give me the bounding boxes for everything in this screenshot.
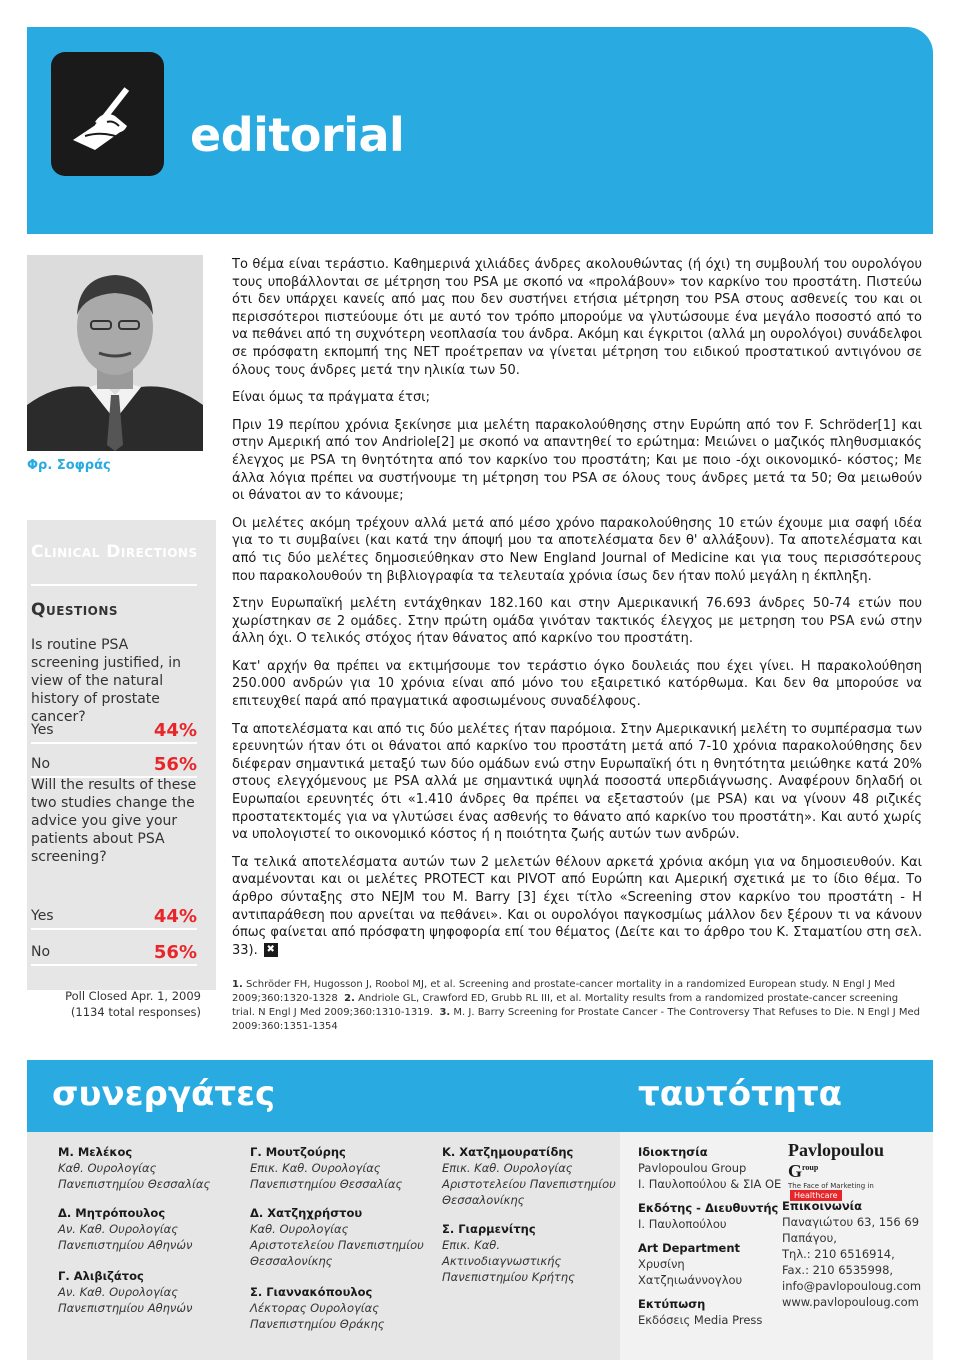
editorial-logo <box>51 52 164 176</box>
contact-info <box>782 1198 921 1310</box>
art-label: Art Department <box>638 1241 741 1255</box>
contributor-role: Αν. Καθ. Ουρολογίας <box>58 1285 178 1299</box>
contributor-role: Καθ. Ουρολογίας <box>58 1161 157 1175</box>
reference: Schröder FH, Hugosson J, Roobol MJ, et al. Screening and prostate-cancer mortality in a randomized European study. N Engl J Med 2009;360:1320-1328 <box>232 979 896 1004</box>
contributor-affiliation: Πανεπιστημίου Θεσσαλίας <box>250 1177 403 1191</box>
brand-name: Pavlopoulou G <box>788 1140 885 1181</box>
imprint-info <box>638 1144 781 1328</box>
contributor <box>250 1144 402 1192</box>
contributor-role: Αν. Καθ. Ουρολογίας <box>58 1222 178 1236</box>
contributor <box>250 1284 385 1332</box>
contributor-role: Επικ. Καθ. Ουρολογίας <box>250 1161 381 1175</box>
art-value: Χρυσίνη <box>638 1257 685 1271</box>
article-body <box>232 256 922 969</box>
reference-number: 2. <box>344 993 355 1004</box>
article-paragraph: Στην Ευρωπαϊκή μελέτη εντάχθηκαν 182.160 και στην Αμερικανική 76.693 άνδρες 50-74 ετών που χωρίστηκαν σε 2 ομάδες. Στην πρώτη ομάδα γινόταν τακτικός έλεγχος με μετρηση του PSA ενώ στην άλλη όχι. Ο τελικός στόχος ήταν θάνατος από καρκίνο του προστάτη. <box>232 596 922 647</box>
contributor-name: Δ. Μητρόπουλος <box>58 1206 166 1220</box>
publisher-label: Εκδότης - Διευθυντής <box>638 1201 779 1215</box>
contributor-affiliation: Αριστοτελείου Πανεπιστημίου <box>442 1177 616 1191</box>
article-paragraph-last <box>232 854 922 960</box>
article-paragraph: Οι μελέτες ακόμη τρέχουν αλλά μετά από μέσο χρόνο παρακολούθησης 10 ετών έχουμε μια σαφή ιδέα για το τι συμβαίνει (και κατά την άποψή μου τα αποτελέσματα δεν θ' αλλάξουν). Τα αποτελέσματα και από τις δύο μελέτες δημοσιεύθηκαν στο New England Journal of Medicine και για τους περισσότερους που παρακολουθούν τη βιβλιογραφία τα τελευταία χρόνια ίσως δεν ήταν πολύ μεγάλη η έκπληξη. <box>232 515 922 584</box>
answer-label: Yes <box>31 722 54 738</box>
article-paragraph: Τα αποτελέσματα και από τις δύο μελέτες ήταν παρόμοια. Στην Αμερικανική μελέτη το συμπέρασμα των ερευνητών ήταν ότι οι θάνατοι από καρκίνο του προστάτη μετά από 7-10 χρόνια παρακολούθησης δεν διέφεραν σημαντικά μεταξύ των δύο ομάδων ενώ στην Ευρωπαϊκή ότι η θνητότητα μειώθηκε κατά 20% στους ελεγχόμενους με PSA αλλά με σημαντικά υψηλά ποσοστά υπερδιάγνωσης. Αναφέρουν δηλαδή οι Ευρωπαίοι ερευνητές ότι «1.410 άνδρες θα πρέπει να εξεταστούν (με PSA) και να γίνουν 48 ριζικές προστατεκτομές για να γλυτώσει ένας ασθενής το θάνατο από καρκίνο του προστάτη». Και αυτό χωρίς να υπολογιστεί το οικονομικό κόστος ή η ποιότητα ζωής αυτών των ανδρών. <box>232 721 922 843</box>
divider <box>31 584 197 586</box>
address: Παπάγου, <box>782 1231 837 1245</box>
print-value: Εκδόσεις Media Press <box>638 1313 763 1327</box>
art-value: Χατζηιωάννογλου <box>638 1273 743 1287</box>
clinical-directions-heading: Clinical Directions <box>31 542 198 562</box>
article-paragraph: Κατ' αρχήν θα πρέπει να εκτιμήσουμε τον τεράστιο όγκο δουλειάς που έχει γίνει. Η παρακολούθηση 250.000 ανδρών για 10 χρόνια είναι από μόνο του εξαιρετικό κατόρθωμα. Και δεν θα μπορούσε να επιτευχθεί παρά από πραγματικά αφοσιωμένους συναδέλφους. <box>232 658 922 710</box>
contributor-affiliation: Θεσσαλονίκης <box>250 1254 333 1268</box>
owner-label: Ιδιοκτησία <box>638 1145 708 1159</box>
owner-value: Ι. Παυλοπούλου & ΣΙΑ ΟΕ <box>638 1177 782 1191</box>
phone: Τηλ.: 210 6516914, <box>782 1247 895 1261</box>
brand-name-sup: roup <box>802 1163 819 1172</box>
contributor-affiliation: Πανεπιστημίου Αθηνών <box>58 1301 193 1315</box>
address: Παναγιώτου 63, 156 69 <box>782 1215 920 1229</box>
brand-badge: Healthcare <box>790 1190 842 1201</box>
reference: Andriole GL, Crawford ED, Grubb RL III, et al. Mortality results from a randomized prostate-cancer screening trial. N Engl J Med 2009;360:1310-1319. <box>232 993 899 1018</box>
article-paragraph: Το θέμα είναι τεράστιο. Καθημερινά χιλιάδες άνδρες ακολουθώντας (ή όχι) τη συμβουλή του ουρολόγου τους υποβάλλονται σε μέτρηση του PSA με σκοπό να «προλάβουν» τον καρκίνο του προστάτη. Πιστεύω ότι δεν υπάρχει κανείς από μας που δεν συστήνει ετήσια μέτρηση του PSA στους ασθενείς του και οι περισσότεροι πιστεύουμε ότι με αυτό τον τρόπο μπορούμε να γλυτώσουμε ένα μεγάλο ποσοστό από το να πεθάνει από τη συχνότερη νεοπλασία του άνδρα. Ακόμη και έγκριτοι (αλλά μη ουρολόγοι) συνάδελφοι σε πρόσφατη εκπομπή της ΝΕΤ προέτρεπαν να γίνεται μέτρηση του ειδικού προστατικού αντιγόνου σε όλους τους άνδρες μετά την ηλικία των 50. <box>232 257 922 378</box>
poll-question-2: Will the results of these two studies change the advice you give your patients about PSA screening? <box>31 777 197 865</box>
contributors-heading: συνεργάτες <box>52 1074 276 1114</box>
contributor-name: Σ. Γιαρμενίτης <box>442 1222 536 1236</box>
author-photo <box>27 255 203 451</box>
poll-answer-no <box>31 756 197 778</box>
reference-number: 3. <box>439 1007 451 1018</box>
brand-tagline: The Face of Marketing in <box>788 1182 874 1190</box>
email-link[interactable]: info@pavlopouloug.com <box>782 1279 922 1293</box>
contributor-affiliation: Πανεπιστημίου Θράκης <box>250 1317 385 1331</box>
poll-answer-yes <box>31 722 197 744</box>
website-link[interactable]: www.pavlopouloug.com <box>782 1295 919 1309</box>
questions-heading: Questions <box>31 600 119 620</box>
contributor-role: Καθ. Ουρολογίας <box>250 1222 349 1236</box>
contact-label: Επικοινωνία <box>782 1199 863 1213</box>
contributor-role: Επικ. Καθ. Ουρολογίας <box>442 1161 573 1175</box>
hand-writing-icon <box>65 70 151 156</box>
contributor-affiliation: Αριστοτελείου Πανεπιστημίου <box>250 1238 424 1252</box>
poll-question-1: Is routine PSA screening justified, in view of the natural history of prostate cancer? <box>31 637 182 725</box>
contributor <box>58 1268 192 1316</box>
answer-percent: 56% <box>153 754 197 775</box>
contributor-affiliation: Πανεπιστημίου Θεσσαλίας <box>58 1177 211 1191</box>
reference-number: 1. <box>232 979 243 990</box>
article-paragraph: Πριν 19 περίπου χρόνια ξεκίνησε μια μελέτη παρακολούθησης στην Ευρώπη από τον F. Schröder[1] και στην Αμερική από τον Andriole[2] με σκοπό να απαντηθεί το ερώτημα: Μειώνει ο μαζικός πληθυσμιακός έλεγχος με PSA τη θνητότητα από τον καρκίνο του προστάτη; Και με ποιο -όχι οικονομικό- κόστος; Με άλλα λόγια πρέπει να συστήνουμε τη μέτρηση του PSA σε όλους τους άνδρες μετά τα 50; Θα μειωθούν οι θάνατοι αν το κάνουμε; <box>232 417 922 504</box>
article-paragraph-text: Τα τελικά αποτελέσματα αυτών των 2 μελετών θέλουν αρκετά χρόνια ακόμη για να δημοσιευθούν. Και αναμένονται και οι μελέτες PROTECT και PIVOT από Ευρώπη και Αμερική σχετικά με το ίδιο θέμα. Το άρθρο σύνταξης στο NEJM του M. Barry [3] έχει τίτλο «Screening στον καρκίνο του προστάτη - Η αντιπαράθεση που αρνείται να πεθάνει». Και οι ουρολόγοι παγκοσμίως μάλλον δεν ξέρουν τι να κάνουν όπως φαίνεται από πρόσφατη ψηφοφορία επί του θέματος (Δείτε και το άρθρο του Κ. Σταματίου στη σελ. 33). <box>232 854 922 958</box>
imprint-heading: ταυτότητα <box>638 1074 843 1114</box>
poll-note <box>31 988 201 1020</box>
poll-answer-no <box>31 944 197 966</box>
contributor-role: Επικ. Καθ. <box>442 1238 500 1252</box>
publisher-value: Ι. Παυλοπούλου <box>638 1217 727 1231</box>
contributor-name: Γ. Μουτζούρης <box>250 1145 346 1159</box>
contributor-name: Μ. Μελέκος <box>58 1145 133 1159</box>
contributor-affiliation: Πανεπιστημίου Κρήτης <box>442 1270 575 1284</box>
reference: M. J. Barry Screening for Prostate Cancer - The Controversy That Refuses to Die. N Engl J Med 2009:360:1351-1354 <box>232 1007 920 1032</box>
contributor-name: Δ. Χατζηχρήστου <box>250 1206 363 1220</box>
contributor-name: Κ. Χατζημουρατίδης <box>442 1145 574 1159</box>
contributor-name: Σ. Γιαννακόπουλος <box>250 1285 373 1299</box>
answer-percent: 56% <box>153 942 197 963</box>
print-label: Εκτύπωση <box>638 1297 706 1311</box>
brand-logo <box>788 1140 908 1201</box>
author-caption: Φρ. Σοφράς <box>27 458 111 473</box>
poll-answer-yes <box>31 908 197 930</box>
poll-total: (1134 total responses) <box>70 1005 201 1019</box>
article-paragraph: Είναι όμως τα πράγματα έτσι; <box>232 390 430 406</box>
contributor <box>58 1144 210 1192</box>
contributor <box>442 1144 616 1208</box>
contributor-affiliation: Θεσσαλονίκης <box>442 1193 525 1207</box>
poll-closed: Poll Closed Apr. 1, 2009 <box>65 989 201 1003</box>
contributor-affiliation: Πανεπιστημίου Αθηνών <box>58 1238 193 1252</box>
answer-percent: 44% <box>153 906 197 927</box>
answer-label: No <box>31 756 51 772</box>
owner-value: Pavlopoulou Group <box>638 1161 747 1175</box>
answer-percent: 44% <box>153 720 197 741</box>
contributor <box>250 1205 424 1269</box>
contributor-name: Γ. Αλιβιζάτος <box>58 1269 144 1283</box>
contributor-affiliation: Ακτινοδιαγνωστικής <box>442 1254 562 1268</box>
fax: Fax.: 210 6535998, <box>782 1263 894 1277</box>
contributor <box>442 1221 575 1285</box>
answer-label: Yes <box>31 908 54 924</box>
end-of-article-icon: ✖ <box>264 943 278 957</box>
contributor <box>58 1205 192 1253</box>
references <box>232 978 922 1034</box>
answer-label: No <box>31 944 51 960</box>
page-title: editorial <box>190 108 405 162</box>
contributor-role: Λέκτορας Ουρολογίας <box>250 1301 380 1315</box>
